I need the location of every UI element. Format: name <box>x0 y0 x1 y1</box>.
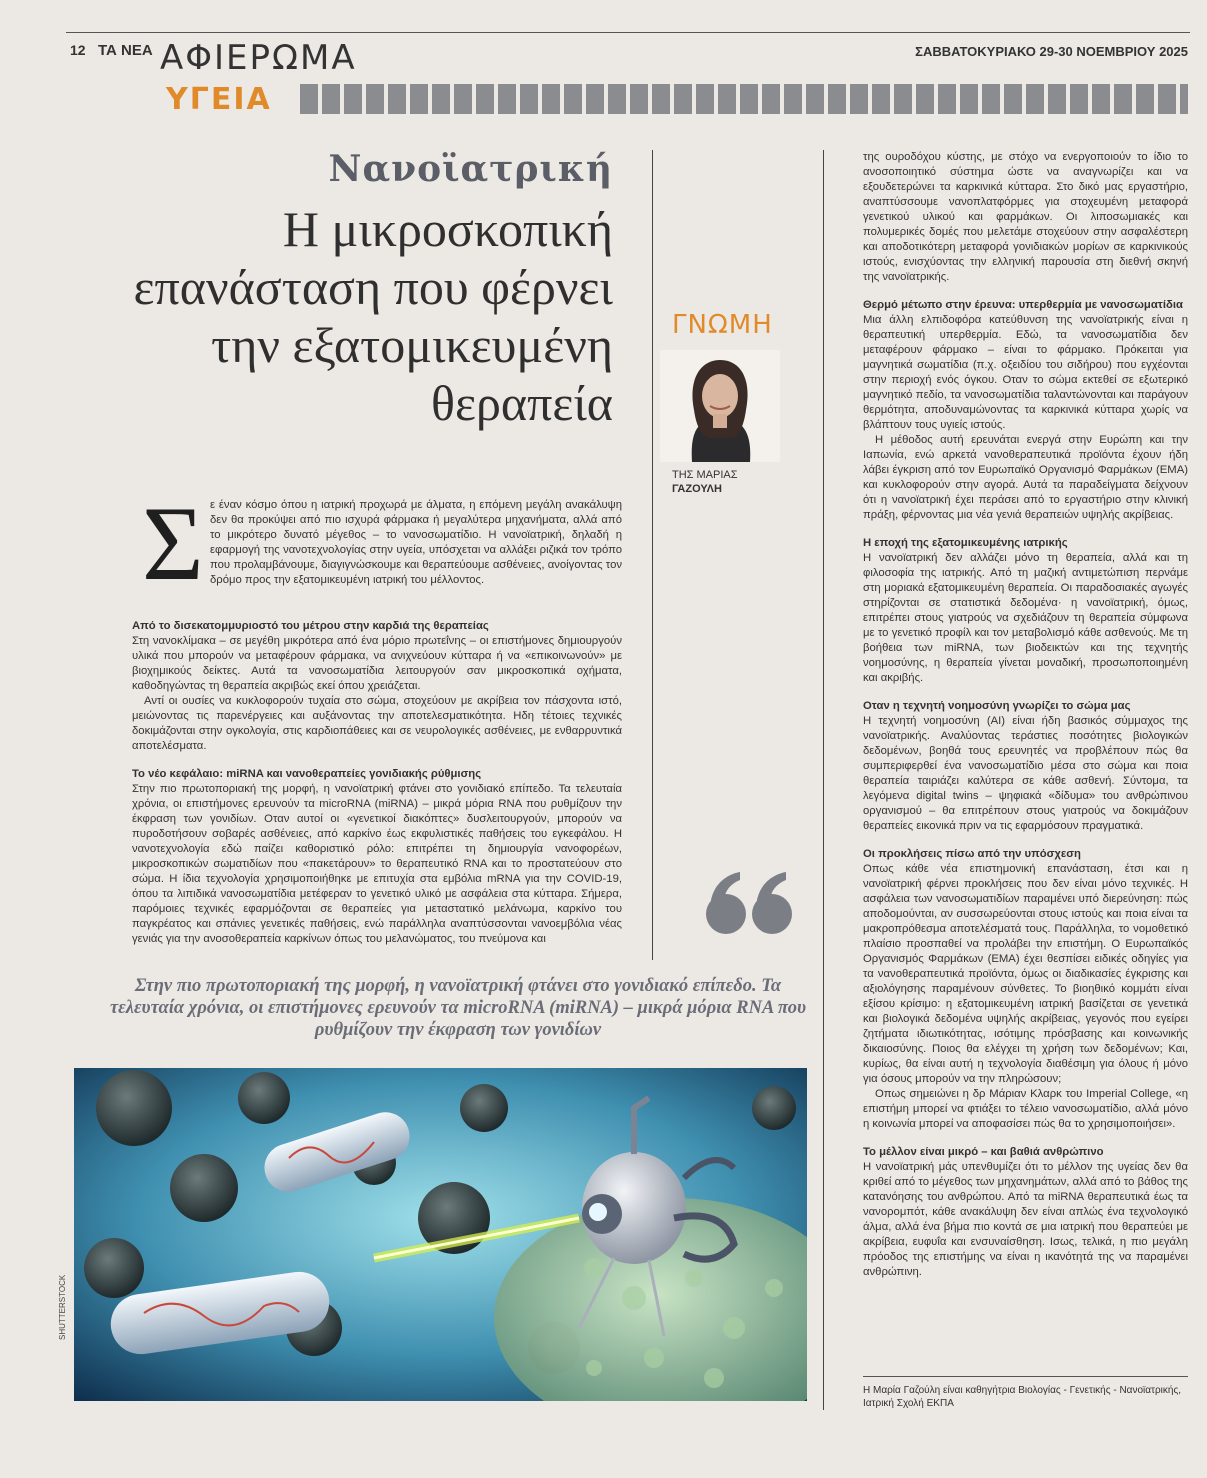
paragraph: Η νανοϊατρική δεν αλλάζει μόνο τη θεραπεία, αλλά και τη φιλοσοφία της ιατρικής. Από τη μαζική αντιμετώπιση περνάμε στη μοριακά εξατομικευμένη θεραπεία. Οι παραδοσιακές αγωγές στηρίζονται σε στατιστικά δεδομένα· η νανοϊατρική, όμως, επιτρέπει στους γιατρούς να σχεδιάζουν τη θεραπεία σύμφωνα με το γενετικό προφίλ και τον μεταβολισμό κάθε ασθενούς. Με τη βοήθεια των miRNA, των βιοδεικτών και της τεχνητής νοημοσύνης, η θεραπεία γίνεται μοναδική, προσωποποιημένη και ακριβής. <box>863 552 1188 684</box>
page-header <box>68 36 1188 116</box>
intro-text: ε έναν κόσμο όπου η ιατρική προχωρά με άλματα, η επόμενη μεγάλη ανακάλυψη δεν θα προκύψει από πιο ισχυρά φάρμακα ή μεγαλύτερα μηχανήματα, αλλά από το μικρότερο δυνατό μέγεθος – το νανοσωματίδιο. Η νανοϊατρική, δηλαδή η εφαρμογή της νανοτεχνολογίας στην υγεία, υπόσχεται να αλλάξει ριζικά τον τρόπο που προλαμβάνουμε, διαγιγνώσκουμε και θεραπεύουμε ασθένειες, ανοίγοντας τον δρόμο προς την εξατομικευμένη ιατρική του μέλλοντος. <box>210 499 622 586</box>
section-title: ΑΦΙΕΡΩΜΑ <box>160 38 357 78</box>
section-heading: Οταν η τεχνητή νοημοσύνη γνωρίζει το σώμα μας <box>863 700 1131 712</box>
headline-line: επανάσταση που φέρνει <box>133 259 613 315</box>
intro <box>132 485 622 602</box>
section-heading: Η εποχή της εξατομικευμένης ιατρικής <box>863 537 1068 549</box>
byline-name: ΓΑΖΟΥΛΗ <box>672 483 722 495</box>
dropcap: Σ <box>142 485 204 602</box>
paragraph: Μια άλλη ελπιδοφόρα κατεύθυνση της νανοϊατρικής είναι η θεραπευτική υπερθερμία. Εδώ, τα νανοσωματίδια δεν μεταφέρουν φάρμακο – είναι το φάρμακο. Πρόκειται για μαγνητικά σωματίδια (π.χ. οξειδίου του σιδήρου) που εγχέονται στην περιοχή ενός όγκου. Οταν το σώμα εκτεθεί σε εξωτερικό μαγνητικό πεδίο, τα νανοσωματίδια ταλαντώνονται και παράγουν θερμότητα, αποδυναμώνοντας τα καρκινικά κύτταρα χωρίς να βλάπτουν τους υγιείς ιστούς. <box>863 314 1188 431</box>
author-note: Η Μαρία Γαζούλη είναι καθηγήτρια Βιολογίας - Γενετικής - Νανοϊατρικής, Ιατρική Σχολή ΕΚΠΑ <box>863 1385 1182 1409</box>
section-stripe <box>300 84 1188 114</box>
column-divider <box>823 150 824 1410</box>
paragraph: της ουροδόχου κύστης, με στόχο να ενεργοποιούν το ίδιο το ανοσοποιητικό σύστημα ώστε να αναγνωρίζει και να εξουδετερώνει τα καρκινικά κύτταρα. Στο δικό μας εργαστήριο, αναπτύσσουμε νανοπλατφόρμες για στοχευμένη μεταφορά γενετικού υλικού και φαρμάκων. Οι λιποσωμιακές και πολυμερικές δομές που μελετάμε στοχεύουν στην ασφαλέστερη και αποδοτικότερη μεταφορά γονιδιακών μορίων σε καρκινικούς ιστούς, ενισχύοντας την ελληνική παρουσία στη διεθνή σκηνή της νανοϊατρικής. <box>863 151 1188 283</box>
photo-credit: SHUTTERSTOCK <box>58 1274 67 1340</box>
paragraph: Η νανοϊατρική μάς υπενθυμίζει ότι το μέλλον της υγείας δεν θα κριθεί από το μέγεθος των μηχανημάτων, αλλά από το βάθος της κατανόησης του ανθρώπου. Από τα miRNA θεραπευτικά έως τα νανορομπότ, κάθε ανακάλυψη δεν είναι απλώς ένα τεχνολογικό άλμα, αλλά ένα βήμα πιο κοντά σε μια ιατρική που θεραπεύει με ακρίβεια, ευφυΐα και ενσυναίσθηση. Ισως, τελικά, η πιο μεγάλη πρόοδος της επιστήμης να είναι η ικανότητά της να παραμένει ανθρώπινη. <box>863 1161 1188 1278</box>
paragraph: Οπως σημειώνει η δρ Μάριαν Κλαρκ του Imperial College, «η επιστήμη μπορεί να φτιάξει το τέλειο νανοσωματίδιο, αλλά μόνο η κοινωνία μπορεί να αποφασίσει πώς θα το χρησιμοποιήσει». <box>863 1088 1188 1130</box>
headline <box>53 200 613 432</box>
footer-rule <box>863 1376 1188 1377</box>
paragraph: Η τεχνητή νοημοσύνη (AI) είναι ήδη βασικός σύμμαχος της νανοϊατρικής. Αναλύοντας τεράστιες ποσότητες βιολογικών δεδομένων, βοηθά τους ερευνητές να προβλέπουν πώς θα συμπεριφερθεί ένα νανοσωματίδιο μέσα στο σώμα και ποια θεραπεία ταιριάζει καλύτερα σε κάθε ασθενή. Σύντομα, τα λεγόμενα digital twins – ψηφιακά «δίδυμα» του ανθρώπινου οργανισμού – θα επιτρέπουν στους γιατρούς να δοκιμάζουν θεραπείες εικονικά πριν να τις εφαρμόσουν πραγματικά. <box>863 715 1188 832</box>
headline-line: Η μικροσκοπική <box>282 201 613 257</box>
paragraph: Στην πιο πρωτοποριακή της μορφή, η νανοϊατρική φτάνει στο γονιδιακό επίπεδο. Τα τελευταία χρόνια, οι επιστήμονες ερευνούν τα microRNA (miRNA) – μικρά μόρια RNA που ρυθμίζουν την έκφραση των γονιδίων. Οταν αυτοί οι «γενετικοί διακόπτες» δυσλειτουργούν, μπορούν να πυροδοτήσουν σοβαρές ασθένειες, από καρκίνο έως εκφυλιστικές παθήσεις του εγκεφάλου. Η νανοτεχνολογία εδώ παίζει καθοριστικό ρόλο: επιτρέπει τη δημιουργία νανοφορέων, μικροσκοπικών σωματιδίων που «πακετάρουν» το θεραπευτικό RNA και το προστατεύουν στο σώμα. Η ίδια τεχνολογία χρησιμοποιήθηκε με επιτυχία στα εμβόλια mRNA για την COVID-19, όπου τα λιπιδικά νανοσωματίδια μετέφεραν το γενετικό υλικό με ασφάλεια στα κύτταρα. Σήμερα, παρόμοιες τεχνικές εφαρμόζονται σε θεραπείες για μεταστατικό μελάνωμα, καρκίνο του παγκρέατος και σπάνιες γενετικές παθήσεις, ενώ παράλληλα αναπτύσσονται νανοεμβόλια νέας γενιάς για την ανοσοθεραπεία καρκίνων όπως του μελανώματος, του πνεύμονα και <box>132 783 622 945</box>
dateline: ΣΑΒΒΑΤΟΚΥΡΙΑΚΟ 29-30 ΝΟΕΜΒΡΙΟΥ 2025 <box>915 44 1188 59</box>
byline <box>672 468 738 496</box>
hero-illustration <box>74 1068 807 1401</box>
byline-prefix: ΤΗΣ ΜΑΡΙΑΣ <box>672 469 738 481</box>
headline-line: την εξατομικευμένη <box>211 317 613 373</box>
subsection-title: ΥΓΕΙΑ <box>166 82 272 117</box>
quote-mark-icon <box>700 870 800 940</box>
page-number: 12 <box>70 42 86 58</box>
left-column-body <box>132 606 622 947</box>
section-heading: Οι προκλήσεις πίσω από την υπόσχεση <box>863 848 1081 860</box>
headline-line: θεραπεία <box>431 375 613 431</box>
right-column-body <box>863 150 1188 1280</box>
opinion-label: ΓΝΩΜΗ <box>672 310 773 340</box>
section-heading: Θερμό μέτωπο στην έρευνα: υπερθερμία με νανοσωματίδια <box>863 299 1183 311</box>
paper-name: ΤΑ ΝΕΑ <box>98 42 153 59</box>
column-divider <box>652 150 653 960</box>
paragraph: Αντί οι ουσίες να κυκλοφορούν τυχαία στο σώμα, στοχεύουν με ακρίβεια τον πάσχοντα ιστό, μειώνοντας τις παρενέργειες και αυξάνοντας την αποτελεσματικότητα. Ηδη τέτοιες τεχνικές δοκιμάζονται στην ογκολογία, στις καρδιοπάθειες και σε νευρολογικές ασθένειες, με ενθαρρυντικά αποτελέσματα. <box>132 695 622 752</box>
top-rule <box>66 32 1190 33</box>
section-heading: Το μέλλον είναι μικρό – και βαθιά ανθρώπινο <box>863 1146 1104 1158</box>
paragraph: Η μέθοδος αυτή ερευνάται ενεργά στην Ευρώπη και την Ιαπωνία, ενώ αρκετά νανοθεραπευτικά προϊόντα έχουν ήδη λάβει έγκριση από τον Ευρωπαϊκό Οργανισμό Φαρμάκων (ΕΜΑ) και κυκλοφορούν στην αγορά. Αυτά τα παραδείγματα δείχνουν ότι η νανοϊατρική έχει περάσει από το εργαστήριο στην κλινική πράξη, φέρνοντας μια νέα γενιά θεραπειών υψηλής ακρίβειας. <box>863 434 1188 521</box>
kicker: Νανοϊατρική <box>328 148 613 190</box>
paragraph: Οπως κάθε νέα επιστημονική επανάσταση, έτσι και η νανοϊατρική φέρνει προκλήσεις που δεν είναι μόνο τεχνικές. Η ασφάλεια των νανοσωματιδίων παραμένει υπό διερεύνηση: πώς αποδομούνται, αν συσσωρεύονται στους ιστούς και ποια είναι τα μακροπρόθεσμα αποτελέσματά τους. Παράλληλα, το νομοθετικό πλαίσιο προσπαθεί να προλάβει την επιστήμη. Ο Ευρωπαϊκός Οργανισμός Φαρμάκων (ΕΜΑ) έχει θεσπίσει ειδικές οδηγίες για τα νανοθεραπευτικά προϊόντα, όμως οι διαδικασίες έγκρισης και αξιολόγησης παραμένουν σύνθετες. Το βιοηθικό κομμάτι είναι εξίσου κρίσιμο: η εξατομικευμένη ιατρική βασίζεται σε γενετικά και βιολογικά δεδομένα υψηλής ακρίβειας, γεγονός που εγείρει ζητήματα ιδιωτικότητας, ισότιμης πρόσβασης και κοινωνικής δικαιοσύνης. Ποιος θα ελέγχει τη χρήση των δεδομένων; Και, κυρίως, θα είναι αυτή η τεχνολογία διαθέσιμη για όλους ή μόνο για όσους μπορούν να την πληρώσουν; <box>863 863 1188 1085</box>
paragraph: Στη νανοκλίμακα – σε μεγέθη μικρότερα από ένα μόριο πρωτεΐνης – οι επιστήμονες δημιουργούν υλικά που μπορούν να μεταφέρουν φάρμακα, να ανιχνεύουν κύτταρα ή να «επικοινωνούν» με βιοχημικούς δείκτες. Αυτά τα νανοσωματίδια λειτουργούν σαν μικροσκοπικά οχήματα, καθοδηγώντας τη θεραπεία ακριβώς εκεί όπου χρειάζεται. <box>132 635 622 692</box>
section-heading: Από το δισεκατομμυριοστό του μέτρου στην καρδιά της θεραπείας <box>132 620 489 632</box>
section-heading: Το νέο κεφάλαιο: miRNA και νανοθεραπείες γονιδιακής ρύθμισης <box>132 768 482 780</box>
author-photo <box>660 350 780 462</box>
pull-quote: Στην πιο πρωτοποριακή της μορφή, η νανοϊατρική φτάνει στο γονιδιακό επίπεδο. Τα τελευταία χρόνια, οι επιστήμονες ερευνούν τα microRNA (miRNA) – μικρά μόρια RNA που ρυθμίζουν την έκφραση των γονιδίων <box>109 976 807 1040</box>
